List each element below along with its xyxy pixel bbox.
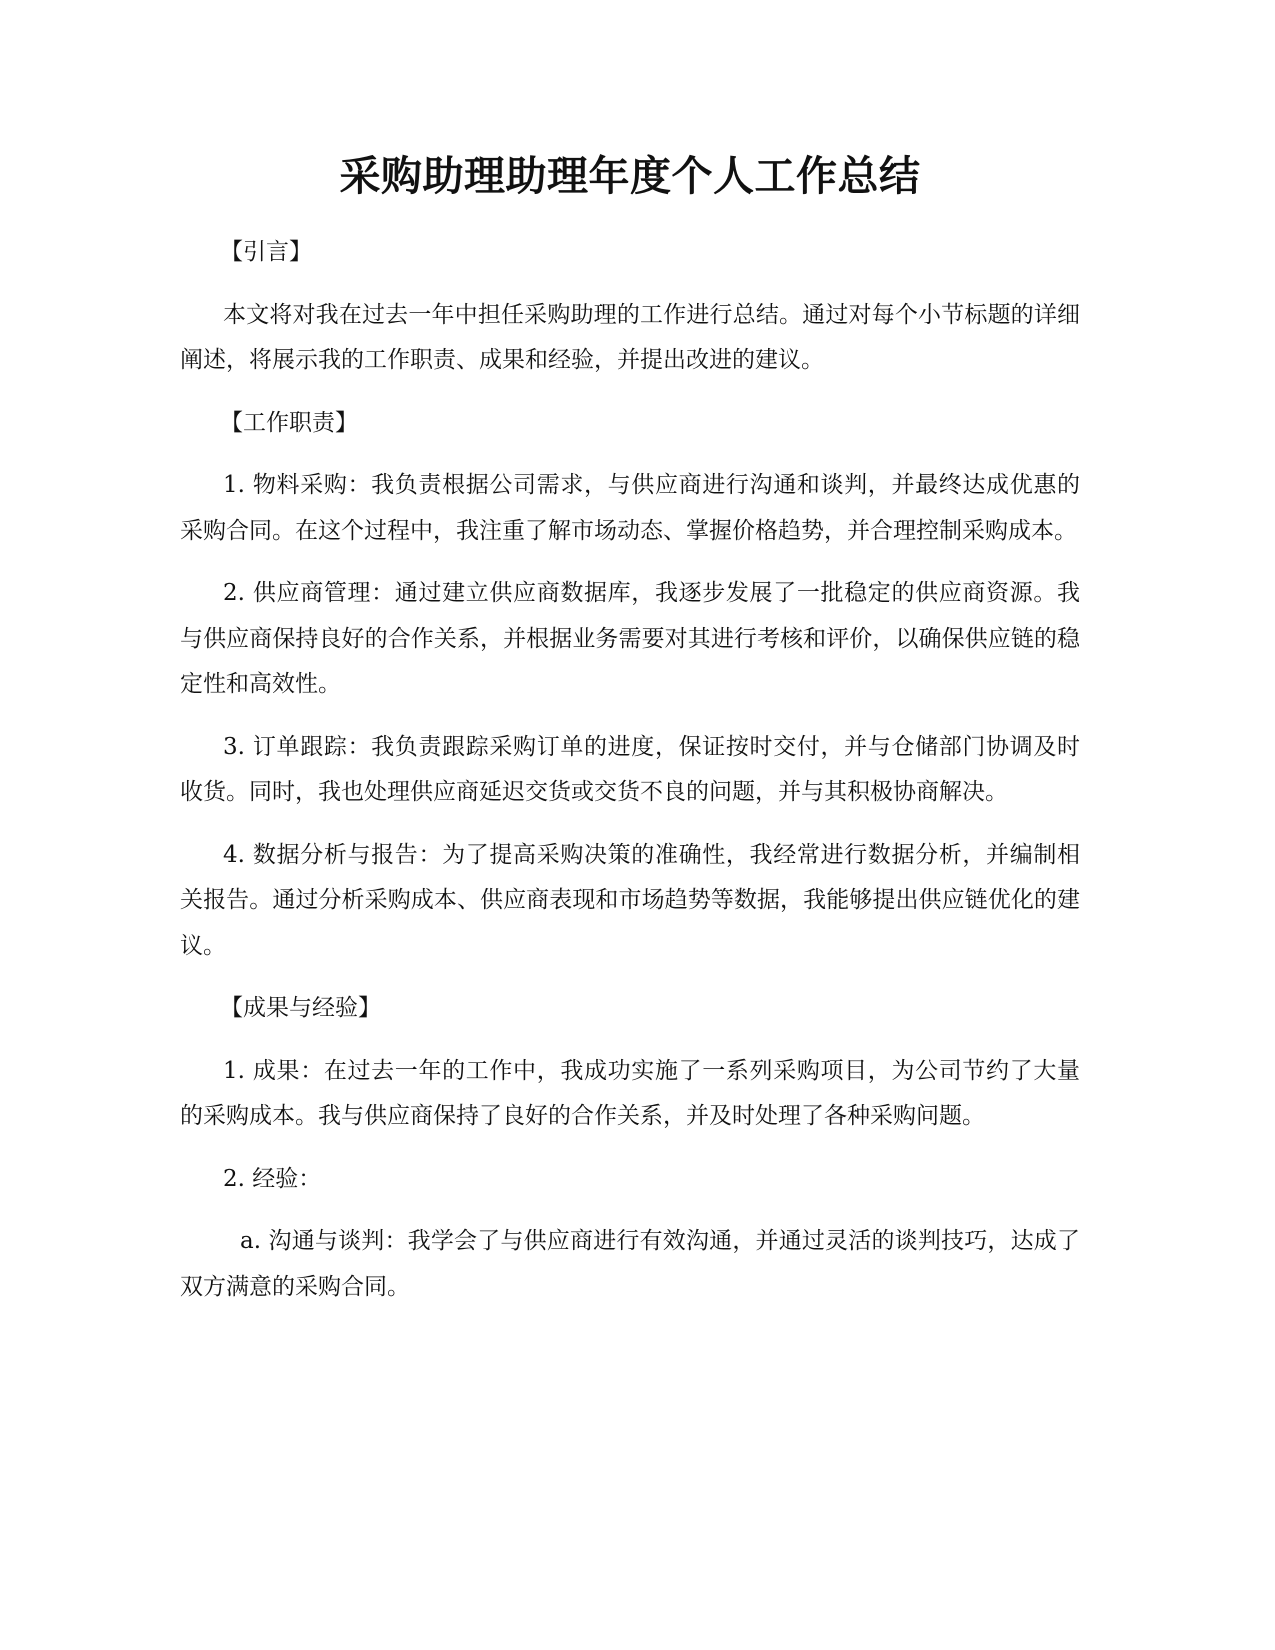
responsibility-item-order-tracking: 3. 订单跟踪：我负责跟踪采购订单的进度，保证按时交付，并与仓储部门协调及时收货。同时，我也处理供应商延迟交货或交货不良的问题，并与其积极协商解决。	[180, 733, 1080, 805]
responsibility-item-supplier-management: 2. 供应商管理：通过建立供应商数据库，我逐步发展了一批稳定的供应商资源。我与供应商保持良好的合作关系，并根据业务需要对其进行考核和评价，以确保供应链的稳定性和高效性。	[180, 580, 1080, 697]
responsibility-item-data-analysis: 4. 数据分析与报告：为了提高采购决策的准确性，我经常进行数据分析，并编制相关报告。通过分析采购成本、供应商表现和市场趋势等数据，我能够提出供应链优化的建议。	[180, 841, 1080, 959]
experience-label: 2. 经验：	[223, 1165, 322, 1192]
experience-item-communication: a. 沟通与谈判：我学会了与供应商进行有效沟通，并通过灵活的谈判技巧，达成了双方满意的采购合同。	[180, 1228, 1080, 1300]
responsibility-item-material-purchasing: 1. 物料采购：我负责根据公司需求，与供应商进行沟通和谈判，并最终达成优惠的采购合同。在这个过程中，我注重了解市场动态、掌握价格趋势，并合理控制采购成本。	[180, 472, 1080, 544]
intro-paragraph: 本文将对我在过去一年中担任采购助理的工作进行总结。通过对每个小节标题的详细阐述，将展示我的工作职责、成果和经验，并提出改进的建议。	[180, 301, 1080, 373]
section-heading-introduction: 【引言】	[220, 239, 312, 265]
section-heading-results-experience: 【成果与经验】	[220, 995, 381, 1021]
document-title: 采购助理助理年度个人工作总结	[339, 152, 921, 200]
document-body	[180, 230, 1080, 1327]
section-heading-responsibilities: 【工作职责】	[220, 409, 358, 436]
results-paragraph: 1. 成果：在过去一年的工作中，我成功实施了一系列采购项目，为公司节约了大量的采购成本。我与供应商保持了良好的合作关系，并及时处理了各种采购问题。	[180, 1057, 1080, 1129]
